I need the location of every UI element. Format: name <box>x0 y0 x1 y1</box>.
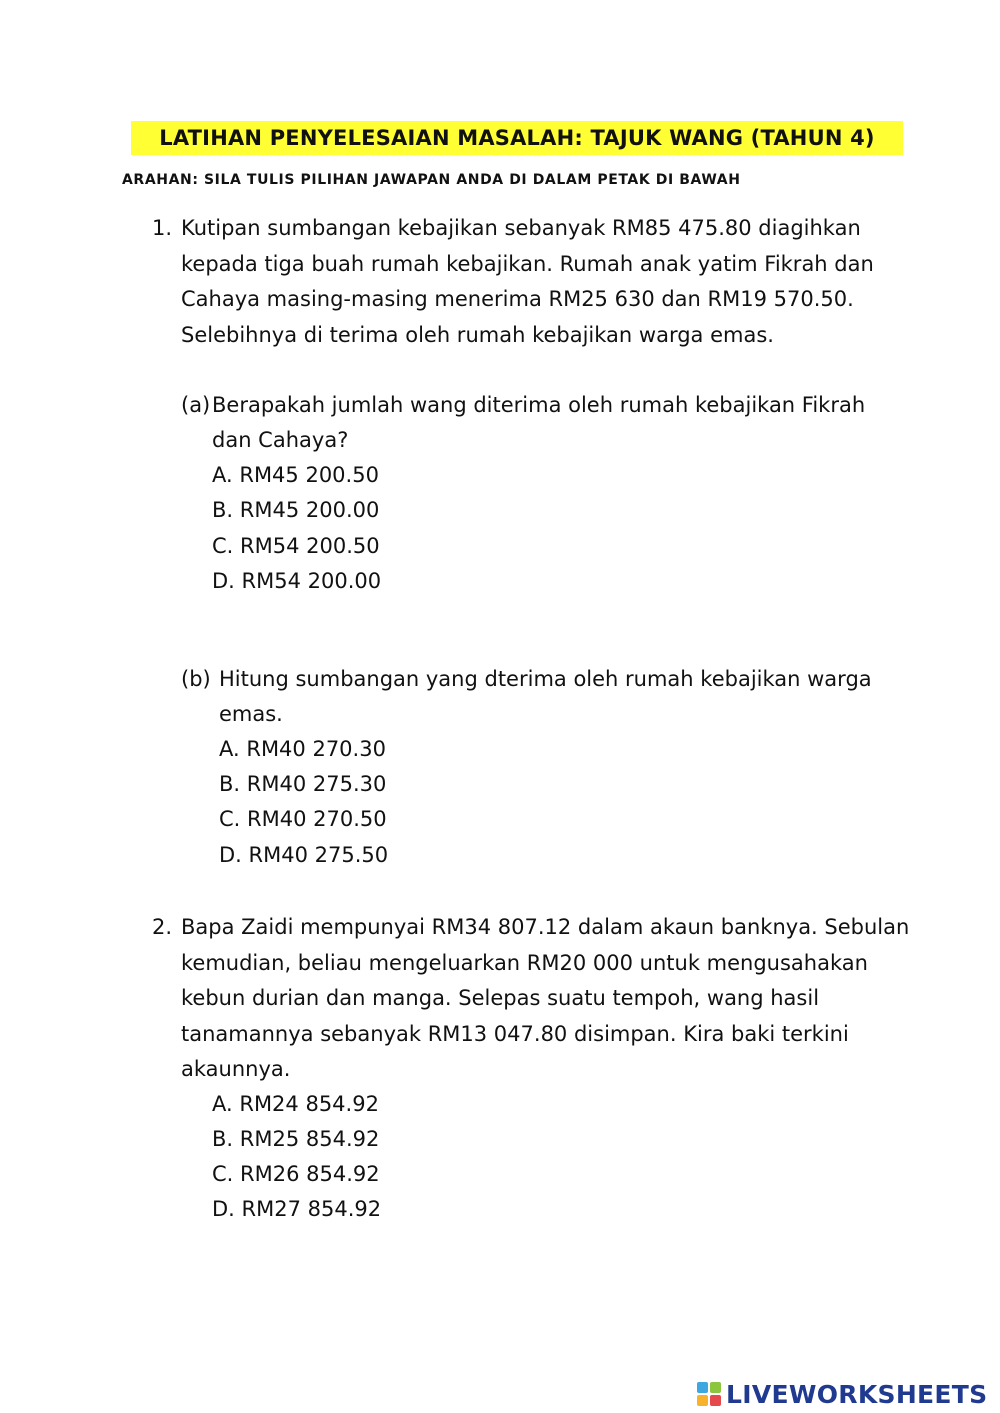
question-line: akaunnya. <box>181 1057 291 1081</box>
question-1-number: 1. <box>152 216 173 240</box>
question-2-option-b: B. RM25 854.92 <box>212 1127 380 1151</box>
part-b-option-a: A. RM40 270.30 <box>219 737 386 761</box>
question-line: Selebihnya di terima oleh rumah kebajikan warga emas. <box>181 322 774 347</box>
question-line: kepada tiga buah rumah kebajikan. Rumah anak yatim Fikrah dan <box>181 251 874 276</box>
question-line: Kutipan sumbangan kebajikan sebanyak RM85 475.80 diagihkan <box>181 216 861 240</box>
liveworksheets-logo <box>697 1377 987 1411</box>
question-2-number: 2. <box>152 915 173 939</box>
part-b-line-1: Hitung sumbangan yang dterima oleh rumah kebajikan warga <box>219 667 872 691</box>
liveworksheets-logo-icon <box>697 1382 721 1406</box>
question-line: Cahaya masing-masing menerima RM25 630 dan RM19 570.50. <box>181 287 854 311</box>
question-line: tanamannya sebanyak RM13 047.80 disimpan. Kira baki terkini <box>181 1021 849 1046</box>
question-2-option-a: A. RM24 854.92 <box>212 1092 379 1116</box>
part-a-label: (a) <box>181 393 211 417</box>
part-b-label: (b) <box>181 667 211 691</box>
question-line: kemudian, beliau mengeluarkan RM20 000 untuk mengusahakan <box>181 950 868 975</box>
logo-text: LIVEWORKSHEETS <box>726 1379 988 1409</box>
part-b-line-2: emas. <box>219 702 283 726</box>
part-a-option-c: C. RM54 200.50 <box>212 534 380 558</box>
worksheet-title: LATIHAN PENYELESAIAN MASALAH: TAJUK WANG (TAHUN 4) <box>131 121 903 155</box>
question-1-text <box>181 211 874 353</box>
instruction: ARAHAN: SILA TULIS PILIHAN JAWAPAN ANDA DI DALAM PETAK DI BAWAH <box>122 172 741 188</box>
part-b-option-b: B. RM40 275.30 <box>219 772 387 796</box>
part-b-option-d: D. RM40 275.50 <box>219 843 389 867</box>
question-2-text <box>181 910 909 1088</box>
part-a-line-1: Berapakah jumlah wang diterima oleh rumah kebajikan Fikrah <box>212 393 866 417</box>
part-a-option-b: B. RM45 200.00 <box>212 498 380 522</box>
part-b-option-c: C. RM40 270.50 <box>219 807 387 831</box>
question-2-option-c: C. RM26 854.92 <box>212 1162 380 1186</box>
part-a-option-d: D. RM54 200.00 <box>212 569 382 593</box>
part-a-line-2: dan Cahaya? <box>212 428 349 452</box>
question-line: kebun durian dan manga. Selepas suatu tempoh, wang hasil <box>181 986 820 1010</box>
question-line: Bapa Zaidi mempunyai RM34 807.12 dalam akaun banknya. Sebulan <box>181 915 910 939</box>
question-2-option-d: D. RM27 854.92 <box>212 1197 382 1221</box>
part-a-option-a: A. RM45 200.50 <box>212 463 379 487</box>
